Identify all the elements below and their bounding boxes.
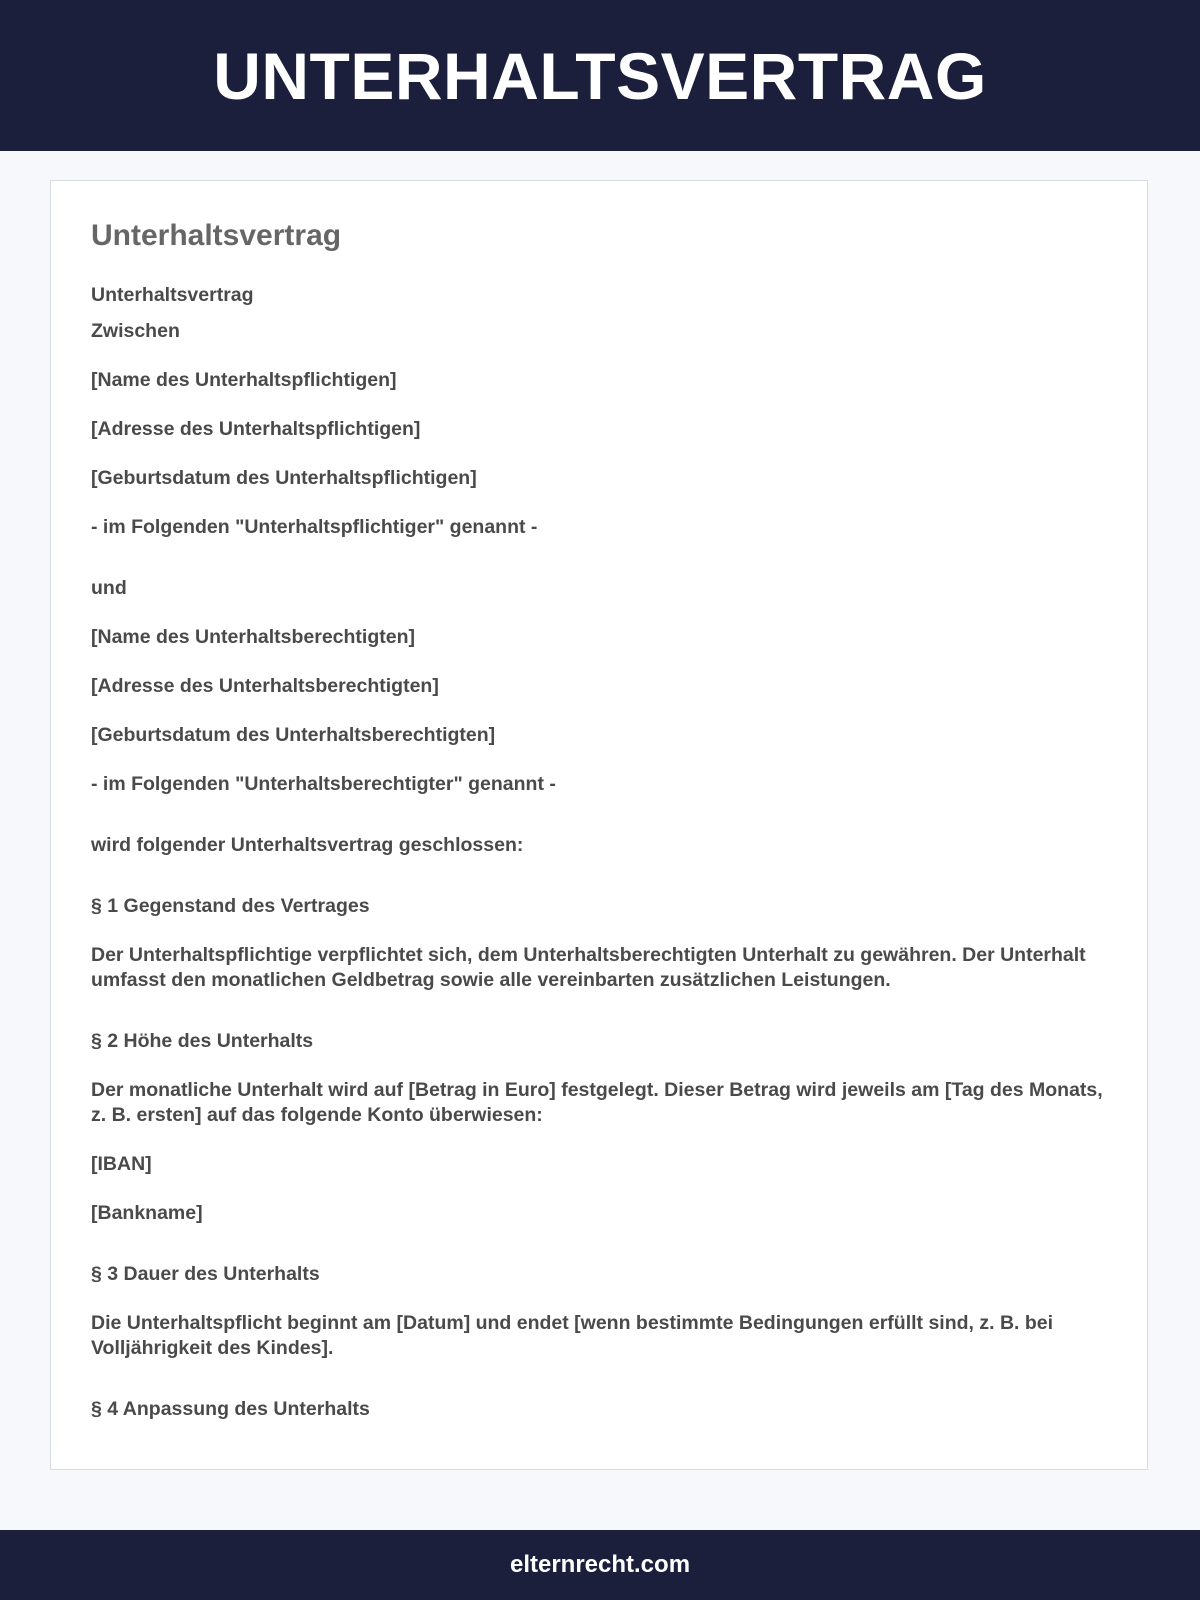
- section4-title: § 4 Anpassung des Unterhalts: [91, 1397, 370, 1420]
- section2-title: § 2 Höhe des Unterhalts: [91, 1029, 314, 1052]
- section2-bank: [Bankname]: [91, 1201, 203, 1224]
- document-card: [50, 180, 1148, 1470]
- section2-text: Der monatliche Unterhalt wird auf [Betrag in Euro] festgelegt. Dieser Betrag wird jeweils am [Tag des Monats, z. B. ersten] auf das folgende Konto überwiesen:: [91, 1078, 1103, 1126]
- party1-birthdate: [Geburtsdatum des Unterhaltspflichtigen]: [91, 466, 477, 489]
- document-body: [91, 283, 1107, 1422]
- site-footer: [0, 1530, 1200, 1600]
- party1-name: [Name des Unterhaltspflichtigen]: [91, 368, 397, 391]
- section3-text: Die Unterhaltspflicht beginnt am [Datum] und endet [wenn bestimmte Bedingungen erfüllt sind, z. B. bei Volljährigkeit des Kindes].: [91, 1311, 1054, 1359]
- between-label: Zwischen: [91, 319, 180, 342]
- party2-designation: - im Folgenden "Unterhaltsberechtigter" genannt -: [91, 772, 556, 795]
- section1-title: § 1 Gegenstand des Vertrages: [91, 894, 370, 917]
- section3-title: § 3 Dauer des Unterhalts: [91, 1262, 320, 1285]
- party2-name: [Name des Unterhaltsberechtigten]: [91, 625, 415, 648]
- site-header: [0, 0, 1200, 151]
- section1-text: Der Unterhaltspflichtige verpflichtet sich, dem Unterhaltsberechtigten Unterhalt zu gewähren. Der Unterhalt umfasst den monatlichen Geldbetrag sowie alle vereinbarten zusätzlichen Leistungen.: [91, 943, 1086, 991]
- footer-domain: elternrecht.com: [509, 1551, 691, 1578]
- contract-intro: wird folgender Unterhaltsvertrag geschlossen:: [91, 833, 524, 856]
- section2-iban: [IBAN]: [91, 1152, 152, 1175]
- party1-designation: - im Folgenden "Unterhaltspflichtiger" genannt -: [91, 515, 538, 538]
- party2-address: [Adresse des Unterhaltsberechtigten]: [91, 674, 439, 697]
- party1-address: [Adresse des Unterhaltspflichtigen]: [91, 417, 421, 440]
- document-heading: Unterhaltsvertrag: [91, 219, 342, 252]
- document-subtitle: Unterhaltsvertrag: [91, 283, 254, 306]
- page-title: UNTERHALTSVERTRAG: [213, 38, 987, 113]
- and-label: und: [91, 576, 127, 599]
- party2-birthdate: [Geburtsdatum des Unterhaltsberechtigten]: [91, 723, 496, 746]
